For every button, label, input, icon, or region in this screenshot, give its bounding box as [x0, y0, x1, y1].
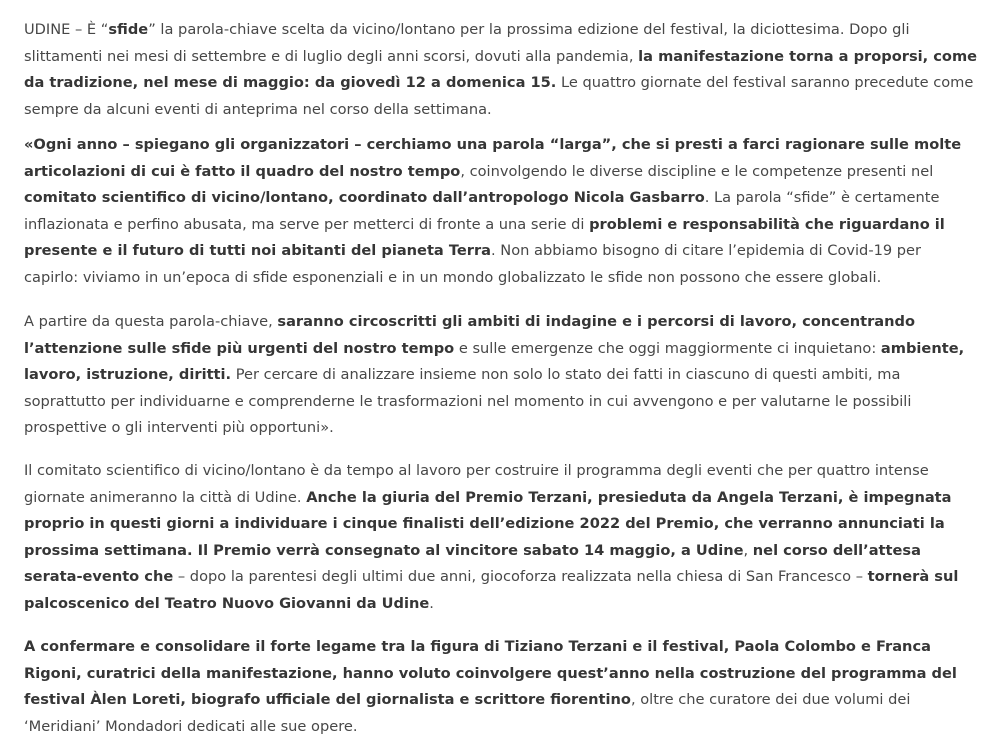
- bold-text: «Ogni anno – spiegano gli organizzatori – cerchiamo una parola “larga”, che si presti a farci ragionare sulle molte articolazioni di cui è fatto il quadro del nostro tempo: [24, 136, 962, 180]
- article-paragraph: [24, 17, 979, 123]
- article-paragraph: [24, 634, 979, 740]
- bold-text: comitato scientifico di vicino/lontano, coordinato dall’antropologo Nicola Gasbarro: [24, 189, 705, 207]
- bold-text: nel corso dell’attesa serata-evento che: [24, 541, 921, 586]
- paragraph-text: . Non abbiamo bisogno di citare l’epidemia di Covid-19 per capirlo: viviamo in un’epoca di sfide esponenziali e in un mondo globalizzato le sfide non possono che essere globali.: [24, 242, 922, 286]
- article-paragraph: [24, 458, 979, 618]
- paragraph-text: e sulle emergenze che oggi maggiormente ci inquietano:: [454, 339, 881, 357]
- bold-text: la manifestazione torna a proporsi, come da tradizione, nel mese di maggio: da giovedì 12 a domenica 15.: [24, 47, 978, 92]
- bold-text: sfide: [108, 21, 149, 38]
- paragraph-text: UDINE – È “: [24, 21, 109, 38]
- bold-text: problemi e responsabilità che riguardano il presente e il futuro di tutti noi abitanti del pianeta Terra: [24, 215, 945, 260]
- paragraph-text: Le quattro giornate del festival saranno precedute come sempre da alcuni eventi di anteprima nel corso della settimana.: [24, 74, 974, 118]
- paragraph-text: Per cercare di analizzare insieme non solo lo stato dei fatti in ciascuno di questi ambiti, ma soprattutto per individuarne e comprenderne le trasformazioni nel momento in cui avvengono e per valutarne le possibili prospettive o gli interventi più opportuni».: [24, 366, 912, 437]
- article-paragraph: [24, 132, 979, 292]
- article-paragraph: [24, 309, 979, 442]
- paragraph-text: , oltre che curatore dei due volumi dei ‘Meridiani’ Mondadori dedicati alle sue opere.: [24, 691, 911, 735]
- bold-text: tornerà sul palcoscenico del Teatro Nuovo Giovanni da Udine: [24, 568, 959, 612]
- paragraph-text: A partire da questa parola-chiave,: [24, 313, 278, 330]
- bold-text: ambiente, lavoro, istruzione, diritti.: [24, 339, 965, 384]
- paragraph-text: ” la parola-chiave scelta da vicino/lontano per la prossima edizione del festival, la diciottesima. Dopo gli slittamenti nei mesi di settembre e di luglio degli anni scorsi, dovuti alla pandemia,: [24, 21, 910, 65]
- bold-text: A confermare e consolidare il forte legame tra la figura di Tiziano Terzani e il festival, Paola Colombo e Franca Rigoni, curatrici della manifestazione, hanno voluto coinvolgere quest’anno nella costruzione del programma del festival Àlen Loreti, biografo ufficiale del giornalista e scrittore fiorentino: [24, 638, 957, 709]
- bold-text: saranno circoscritti gli ambiti di indagine e i percorsi di lavoro, concentrando l’attenzione sulle sfide più urgenti del nostro tempo: [24, 313, 915, 357]
- paragraph-text: .: [429, 594, 434, 612]
- paragraph-text: – dopo la parentesi degli ultimi due anni, giocoforza realizzata nella chiesa di San Francesco –: [173, 568, 868, 586]
- paragraph-text: . La parola “sfide” è certamente inflazionata e perfino abusata, ma serve per metterci di fronte a una serie di: [24, 189, 940, 233]
- paragraph-text: , coinvolgendo le diverse discipline e le competenze presenti nel: [460, 162, 934, 180]
- bold-text: Anche la giuria del Premio Terzani, presieduta da Angela Terzani, è impegnata proprio in questi giorni a individuare i cinque finalisti dell’edizione 2022 del Premio, che verranno annunciati la prossima settimana. Il Premio verrà consegnato al vincitore sabato 14 maggio, a Udine: [24, 488, 952, 559]
- paragraph-text: Il comitato scientifico di vicino/lontano è da tempo al lavoro per costruire il programma degli eventi che per quattro intense giornate animeranno la città di Udine.: [24, 462, 929, 506]
- paragraph-text: ,: [743, 541, 753, 559]
